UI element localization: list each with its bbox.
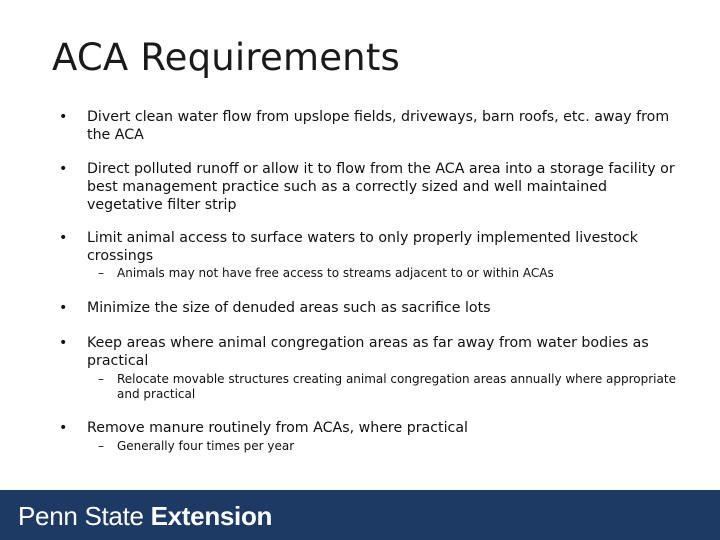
sub-bullet-text: Animals may not have free access to streams adjacent to or within ACAs (117, 266, 554, 280)
logo-text-penn-state: Penn State (18, 501, 144, 531)
sub-bullet-text: Relocate movable structures creating animal congregation areas annually where appropriate and practical (117, 372, 676, 401)
sub-bullet-item (98, 372, 688, 402)
sub-bullet-text: Generally four times per year (117, 439, 295, 453)
sub-bullet-glyph: – (98, 372, 104, 386)
bullet-text: Keep areas where animal congregation areas as far away from water bodies as practical (87, 335, 649, 369)
bullet-item (59, 229, 679, 265)
bullet-text: Divert clean water flow from upslope fields, driveways, barn roofs, etc. away from the ACA (87, 109, 670, 143)
logo-text-extension: Extension (150, 501, 273, 531)
bullet-item (59, 108, 679, 144)
bullet-item (59, 334, 679, 370)
bullet-glyph: • (59, 300, 68, 316)
footer-bar (0, 490, 720, 540)
bullet-glyph: • (59, 335, 68, 351)
bullet-item (59, 419, 679, 437)
bullet-text: Remove manure routinely from ACAs, where practical (87, 420, 468, 436)
sub-bullet-glyph: – (98, 266, 104, 280)
bullet-glyph: • (59, 230, 68, 246)
bullet-text: Minimize the size of denuded areas such as sacrifice lots (87, 300, 491, 316)
slide-title: ACA Requirements (52, 36, 400, 79)
bullet-text: Direct polluted runoff or allow it to flow from the ACA area into a storage facility or best management practice such as a correctly sized and well maintained vegetative filter strip (87, 161, 675, 213)
sub-bullet-item (98, 439, 688, 454)
bullet-glyph: • (59, 109, 68, 125)
bullet-glyph: • (59, 420, 68, 436)
bullet-item (59, 299, 679, 317)
penn-state-extension-logo (18, 501, 272, 532)
bullet-text: Limit animal access to surface waters to only properly implemented livestock crossings (87, 230, 638, 264)
bullet-glyph: • (59, 161, 68, 177)
bullet-item (59, 160, 679, 214)
sub-bullet-glyph: – (98, 439, 104, 453)
sub-bullet-item (98, 266, 688, 281)
